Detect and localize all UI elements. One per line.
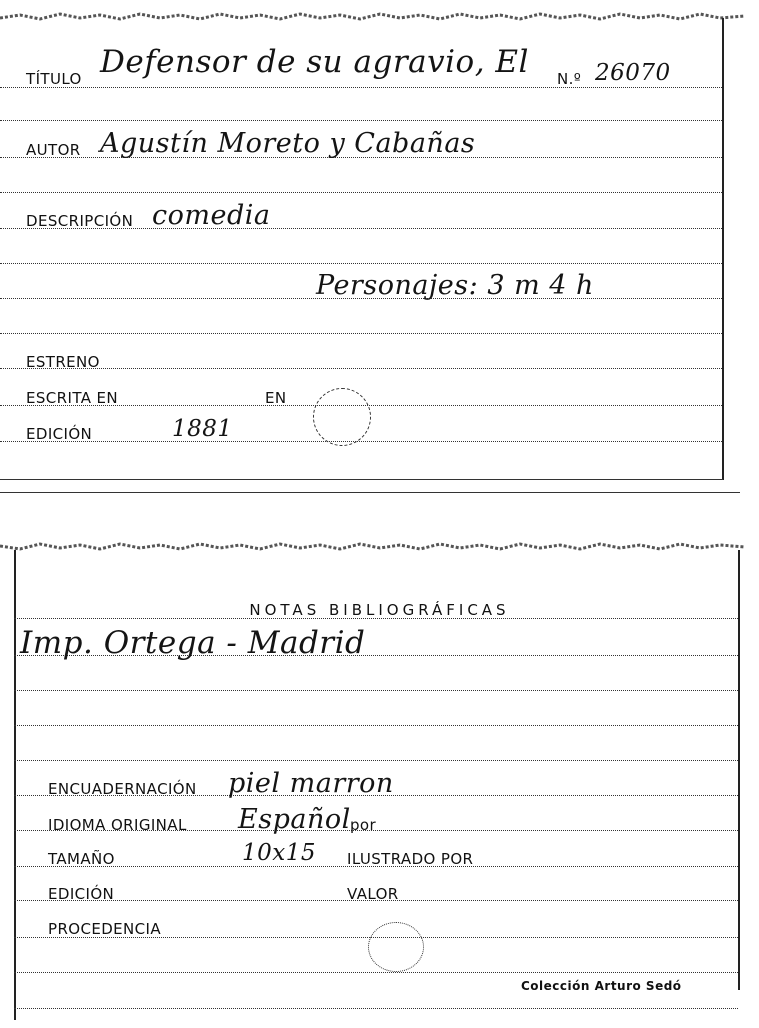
tamano-value: 10x15 xyxy=(242,840,317,866)
numero-label: N.º xyxy=(557,70,582,88)
autor-value: Agustín Moreto y Cabañas xyxy=(100,128,476,159)
card-bottom-border xyxy=(0,479,723,480)
idioma-value: Español xyxy=(238,804,351,835)
numero-value: 26070 xyxy=(595,60,671,86)
escrita-en-label: ESCRITA EN xyxy=(26,389,119,407)
titulo-label: TÍTULO xyxy=(26,70,82,88)
notas-heading: NOTAS BIBLIOGRÁFICAS xyxy=(249,601,510,619)
torn-edge-top xyxy=(0,540,745,554)
en-label: EN xyxy=(265,389,287,407)
catalog-card-back xyxy=(0,530,759,1028)
rule-line xyxy=(0,263,722,264)
stamp-mark xyxy=(313,388,371,446)
card-right-border xyxy=(722,18,724,480)
estreno-label: ESTRENO xyxy=(26,353,100,371)
rule-line xyxy=(0,441,722,442)
rule-line xyxy=(0,192,722,193)
rule-line xyxy=(14,618,738,619)
procedencia-label: PROCEDENCIA xyxy=(48,920,162,938)
rule-line xyxy=(14,972,738,973)
rule-line xyxy=(14,1008,738,1009)
edicion2-label: EDICIÓN xyxy=(48,885,115,903)
rule-line xyxy=(0,120,722,121)
titulo-value: Defensor de su agravio, El xyxy=(100,44,529,80)
ilustrado-label: ILUSTRADO POR xyxy=(347,850,474,868)
edicion-label: EDICIÓN xyxy=(26,425,93,443)
encuadernacion-value: piel marron xyxy=(228,768,394,799)
catalog-card-front xyxy=(0,0,759,495)
descripcion-label: DESCRIPCIÓN xyxy=(26,212,134,230)
rule-line xyxy=(14,725,738,726)
cut-line xyxy=(0,492,740,493)
por-label: por xyxy=(350,816,377,834)
idioma-label: IDIOMA ORIGINAL xyxy=(48,816,187,834)
rule-line xyxy=(0,333,722,334)
rule-line xyxy=(0,368,722,369)
autor-label: AUTOR xyxy=(26,141,81,159)
personajes-value: Personajes: 3 m 4 h xyxy=(316,270,594,301)
coleccion-footer: Colección Arturo Sedó xyxy=(521,979,682,993)
encuadernacion-label: ENCUADERNACIÓN xyxy=(48,780,197,798)
card-left-border xyxy=(14,550,16,1020)
tamano-label: TAMAÑO xyxy=(48,850,115,868)
torn-edge-top xyxy=(0,10,745,24)
valor-label: VALOR xyxy=(347,885,399,903)
rule-line xyxy=(14,690,738,691)
descripcion-value: comedia xyxy=(152,200,271,231)
edicion-value: 1881 xyxy=(172,416,233,442)
rule-line xyxy=(0,87,722,88)
rule-line xyxy=(14,760,738,761)
stamp-mark xyxy=(368,922,424,972)
notas-value: Imp. Ortega - Madrid xyxy=(20,625,366,661)
